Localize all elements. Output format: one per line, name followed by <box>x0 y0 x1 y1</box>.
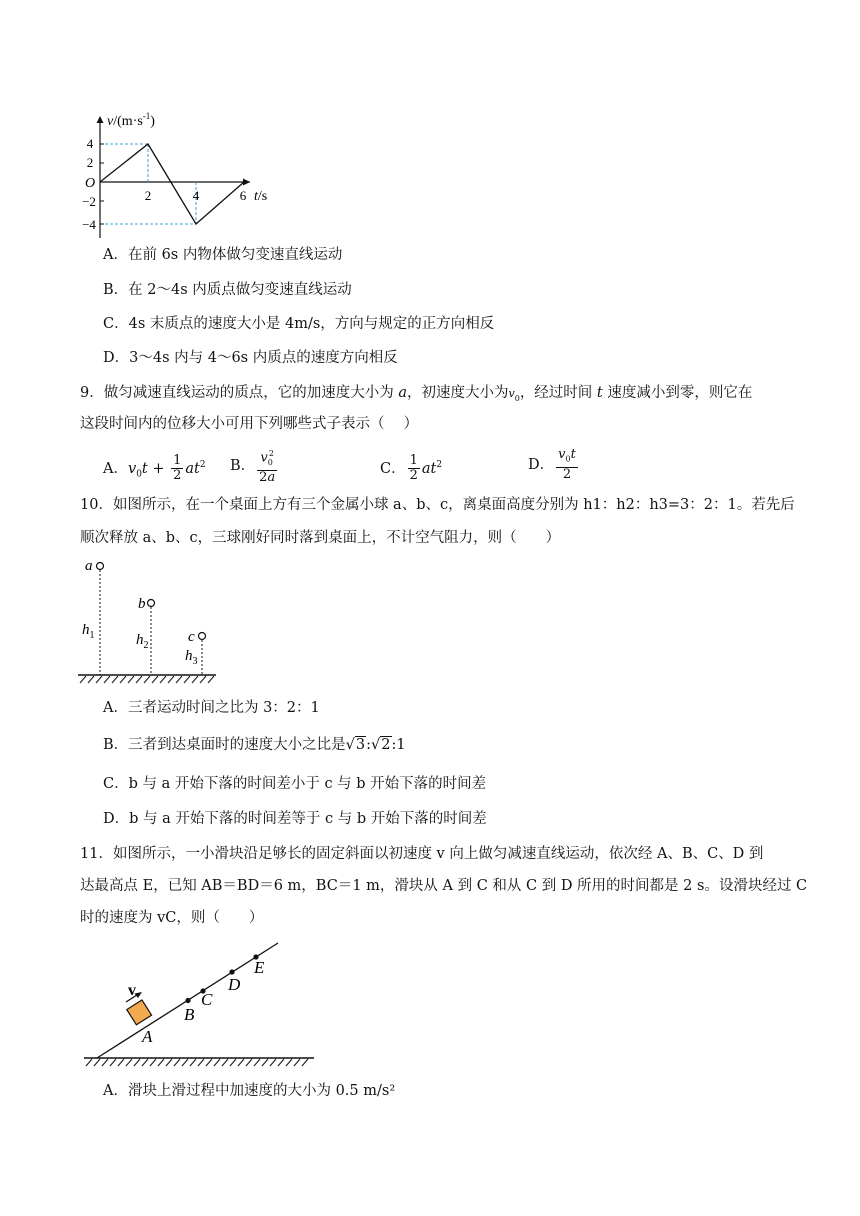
ball-a <box>97 563 104 570</box>
label-C: C <box>201 990 213 1009</box>
point-d <box>229 969 234 974</box>
slider-block <box>127 1000 152 1025</box>
label-b: b <box>138 596 146 612</box>
origin-label: O <box>84 176 96 191</box>
label-h2: $h_2$ <box>136 632 149 651</box>
ground-hatching <box>86 1059 308 1066</box>
label-h3: $h_3$ <box>185 648 198 667</box>
ytick-4: 4 <box>86 136 94 151</box>
x-axis-label: t/s <box>254 189 268 204</box>
label-E: E <box>254 958 265 977</box>
label-a: a <box>85 558 93 574</box>
table-hatching <box>80 676 214 683</box>
label-h1: $h_1$ <box>82 622 95 641</box>
q10-stem-line2: 顺次释放 a、b、c，三球刚好同时落到桌面上，不计空气阻力，则（ ） <box>80 530 561 546</box>
y-axis-arrow <box>97 116 104 123</box>
q11-stem-line2: 达最高点 E，已知 AB＝BD＝6 m，BC＝1 m，滑块从 A 到 C 和从 C 到 D 所用的时间都是 2 s。设滑块经过 C <box>80 878 808 894</box>
ytick-2: 2 <box>86 155 94 170</box>
q9-option-d[interactable]: D． $\frac{v_0t}{2}$ <box>528 447 576 482</box>
xtick-4: 4 <box>192 188 200 203</box>
velocity-line <box>100 144 244 224</box>
y-axis-label: $v/(m\cdot s^{-1})$ <box>107 111 155 129</box>
q10-stem-line1: 10．如图所示，在一个桌面上方有三个金属小球 a、b、c，离桌面高度分别为 h1：h2：h3=3：2：1。若先后 <box>80 497 795 513</box>
q10-option-d[interactable]: D．b 与 a 开始下落的时间差等于 c 与 b 开始下落的时间差 <box>103 811 487 827</box>
q9-stem-line1: 9．做匀减速直线运动的质点，它的加速度大小为 a，初速度大小为$v_0$，经过时间 t 速度减小到零，则它在 <box>80 385 753 403</box>
ball-b <box>148 600 155 607</box>
ytick-neg4: −4 <box>82 217 96 232</box>
q11-option-a[interactable]: A．滑块上滑过程中加速度的大小为 0.5 m/s² <box>103 1083 396 1099</box>
q9-option-b[interactable]: B． $\frac{v_0^2}{2a}$ <box>230 449 276 485</box>
q10-option-a[interactable]: A．三者运动时间之比为 3：2：1 <box>103 700 320 716</box>
q9-stem-line2: 这段时间内的位移大小可用下列哪些式子表示（ ） <box>80 416 419 432</box>
ytick-neg2: −2 <box>82 194 96 209</box>
vt-graph-figure <box>80 110 280 240</box>
q8-option-b[interactable]: B．在 2～4s 内质点做匀变速直线运动 <box>103 282 352 298</box>
incline-figure <box>82 935 322 1070</box>
q8-option-c[interactable]: C．4s 末质点的速度大小是 4m/s，方向与规定的正方向相反 <box>103 316 495 332</box>
x-axis-arrow <box>243 179 250 186</box>
q8-option-d[interactable]: D．3～4s 内与 4～6s 内质点的速度方向相反 <box>103 350 398 366</box>
xtick-6: 6 <box>239 188 247 203</box>
label-c: c <box>188 629 195 645</box>
point-b <box>185 998 190 1003</box>
xtick-2: 2 <box>144 188 152 203</box>
q11-stem-line3: 时的速度为 vC，则（ ） <box>80 910 264 926</box>
q8-option-a[interactable]: A．在前 6s 内物体做匀变速直线运动 <box>103 247 343 263</box>
label-D: D <box>228 975 241 994</box>
label-v: v <box>128 982 136 999</box>
q10-option-c[interactable]: C．b 与 a 开始下落的时间差小于 c 与 b 开始下落的时间差 <box>103 776 487 792</box>
label-A: A <box>142 1027 153 1046</box>
ball-c <box>199 633 206 640</box>
q10-option-b[interactable]: B．三者到达桌面时的速度大小之比是√3:√2:1 <box>103 737 406 753</box>
falling-balls-figure <box>76 555 236 685</box>
q9-option-c[interactable]: C． $\frac{1}{2}$ $at^2$ <box>380 453 443 484</box>
q9-option-a[interactable]: A．$v_0t$ + $\frac{1}{2}$ $at^2$ <box>103 453 206 484</box>
label-B: B <box>184 1005 195 1024</box>
q11-stem-line1: 11．如图所示，一小滑块沿足够长的固定斜面以初速度 v 向上做匀减速直线运动，依次经 A、B、C、D 到 <box>80 846 764 862</box>
